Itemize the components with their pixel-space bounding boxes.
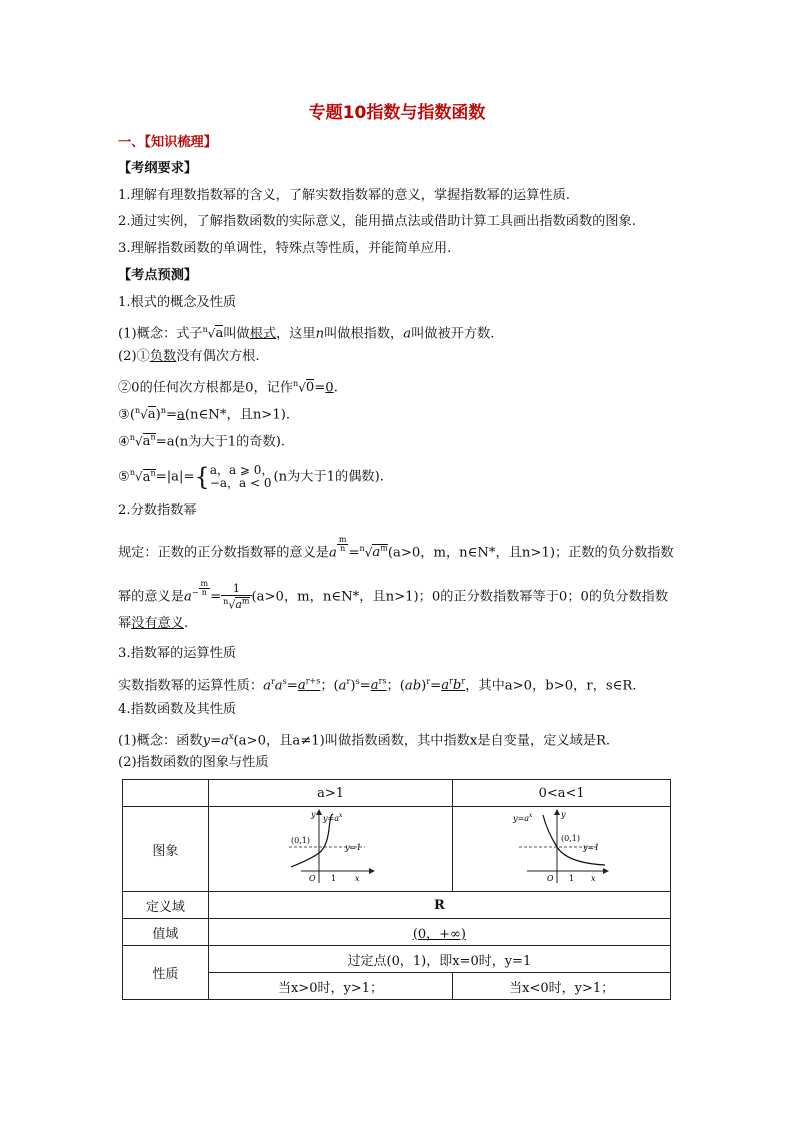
graph-asymptote-label: y=1 xyxy=(582,843,599,852)
text: 叫做根指数， xyxy=(324,326,404,342)
text: = xyxy=(348,545,360,561)
text: (a>0，m，n∈N*，且n>1)；0的正分数指数幂等于0；0的负分数指数 xyxy=(251,589,669,605)
requirement-3: 3.理解指数函数的单调性，特殊点等性质，并能简单应用. xyxy=(118,241,452,256)
text: (n∈N*，且n>1). xyxy=(184,407,291,423)
radical-property-4: $④^n√a^n=a(n$为大于1的奇数). xyxy=(118,433,286,450)
svg-text:x: x xyxy=(338,812,342,819)
text: 幂的意义是 xyxy=(118,589,184,605)
underlined-term: 没有意义 xyxy=(131,616,184,631)
property-a-lt-1: 当x<0时，y>1； xyxy=(453,973,671,1000)
radicand: 0 xyxy=(305,380,315,396)
graph-y-label: y xyxy=(310,810,316,819)
text: . xyxy=(183,616,189,631)
var: a xyxy=(403,326,412,342)
text: . xyxy=(333,380,338,396)
graph-origin-label: O xyxy=(308,874,316,883)
graph-x-label: x xyxy=(354,874,360,883)
graph-decreasing-cell xyxy=(453,807,671,892)
radicand: a xyxy=(147,407,156,423)
exponent-rules: 实数指数幂的运算性质：$a^ra^s=a^{r+s}$；$(a^r)^s=a^{rs}$；$(ab)^r=a^rb^r$，其中a>0，b>0，r，s∈R. xyxy=(118,677,637,694)
graph-fn-label: y=a xyxy=(512,814,529,823)
row-label-graph: 图象 xyxy=(123,807,209,892)
subheading-prediction: 【考点预测】 xyxy=(118,268,198,283)
text: 叫做 xyxy=(223,326,250,342)
radicand: a xyxy=(142,434,151,450)
table-corner xyxy=(123,780,209,807)
underlined-term: 0 xyxy=(325,380,334,396)
graph-increasing-cell xyxy=(208,807,453,892)
point-4-heading: 4.指数函数及其性质 xyxy=(118,702,237,717)
graph-point-label: (0,1) xyxy=(290,836,310,845)
text: ，其中a>0，b>0，r，s∈R. xyxy=(465,678,637,694)
point-1-heading: 1.根式的概念及性质 xyxy=(118,295,237,310)
text: (2)① xyxy=(118,349,150,364)
svg-text:x: x xyxy=(528,812,533,819)
exp-function-graph-heading: (2)指数函数的图象与性质 xyxy=(118,755,269,770)
fraction-numerator: 1 xyxy=(221,583,251,596)
graph-x-label: x xyxy=(590,874,596,883)
radicand: a xyxy=(142,469,151,485)
graph-y-label: y xyxy=(560,810,566,819)
row-label-range: 值域 xyxy=(123,919,209,946)
graph-increasing xyxy=(281,807,381,887)
text: ，这里 xyxy=(276,326,316,342)
fractional-exponent-positive: 规定：正数的正分数指数幂的意义是a $\frac{m}{n}$ $=^n√a^m(a>0$，m，n∈N*，且n>1)；正数的负分数指数 xyxy=(118,535,674,561)
graph-origin-label: O xyxy=(546,874,554,883)
text: 叫做被开方数. xyxy=(411,326,495,342)
text: ⑤ xyxy=(118,469,130,485)
properties-table xyxy=(122,779,671,1000)
radical-concept: (1)概念：式子$^n$√a叫做根式，这里n叫做根指数，a叫做被开方数. xyxy=(118,325,495,342)
radicand: a xyxy=(215,326,224,342)
requirement-1: 1.理解有理数指数幂的含义，了解实数指数幂的意义，掌握指数幂的运算性质. xyxy=(118,188,570,203)
var: n xyxy=(315,326,325,342)
case-2: −a，a < 0 xyxy=(209,476,272,490)
exp-function-concept: (1)概念：函数$y=a^x(a>0$，且a≠1)叫做指数函数，其中指数x是自变量，定义域是R. xyxy=(118,732,611,749)
case-1: a，a ⩾ 0， xyxy=(209,463,274,477)
radical-property-5: $⑤^n√a^n=|a|=${ a，a ⩾ 0， −a，a < 0 (n为大于1的偶数). xyxy=(118,463,384,491)
subheading-requirements: 【考纲要求】 xyxy=(118,161,198,176)
text: (a>0，且a≠1)叫做指数函数，其中指数x是自变量，定义域是R. xyxy=(233,733,611,749)
header-a-gt-1: a>1 xyxy=(208,780,453,807)
text: =|a|= xyxy=(155,469,195,485)
radical-property-1 xyxy=(118,348,260,366)
text: 幂 xyxy=(118,616,132,631)
text: ②0的任何次方根都是0，记作 xyxy=(118,380,294,396)
section-heading: 一、【知识梳理】 xyxy=(118,135,217,150)
range-text: (0，+∞) xyxy=(412,926,466,942)
text: (1)概念：式子 xyxy=(118,326,203,342)
domain-value: R xyxy=(208,892,670,919)
point-2-heading: 2.分数指数幂 xyxy=(118,503,197,518)
graph-fn-label: y=a xyxy=(322,814,339,823)
page-title: 专题10指数与指数函数 xyxy=(308,103,486,123)
text: 实数指数幂的运算性质： xyxy=(118,678,264,694)
text: 规定：正数的正分数指数幂的意义是 xyxy=(118,545,329,561)
graph-decreasing xyxy=(507,807,617,887)
graph-tick-1: 1 xyxy=(330,874,336,883)
text: (n为大于1的偶数). xyxy=(273,469,384,485)
underlined-term: 负数 xyxy=(149,349,177,364)
text: = xyxy=(314,380,326,396)
text: 没有偶次方根. xyxy=(176,349,260,364)
radical-property-3: $③(^n√a)^n=a(n\in N*$，且n>1). xyxy=(118,406,291,423)
text: ③( xyxy=(118,407,135,423)
property-a-gt-1: 当x>0时，y>1； xyxy=(208,973,453,1000)
row-label-properties: 性质 xyxy=(123,946,209,1000)
text: ) xyxy=(155,407,161,423)
underlined-term: a xyxy=(177,407,185,423)
row-label-domain: 定义域 xyxy=(123,892,209,919)
range-value xyxy=(208,919,670,946)
fractional-exponent-negative: 幂的意义是a− $\frac{m}{n}$ = $\frac{1}{^n√a^m}$ (a>0，m，n∈N*，且n>1)；0的正分数指数幂等于0；0的负分数指数 xyxy=(118,579,669,612)
text: (1)概念：函数 xyxy=(118,733,203,749)
text: ④ xyxy=(118,434,130,450)
requirement-2: 2.通过实例，了解指数函数的实际意义，能用描点法或借助计算工具画出指数函数的图象. xyxy=(118,214,636,229)
graph-asymptote-label: y=1 xyxy=(344,843,361,852)
property-common: 过定点(0，1)，即x=0时，y=1 xyxy=(208,946,670,973)
graph-point-label: (0,1) xyxy=(560,834,580,843)
text: = xyxy=(165,407,178,423)
header-a-lt-1: 0<a<1 xyxy=(453,780,671,807)
underlined-term: 根式 xyxy=(249,326,277,342)
zero-negative-exponent xyxy=(118,615,188,633)
text: =a(n为大于1的奇数). xyxy=(155,434,286,450)
text: (a>0，m，n∈N*，且n>1)；正数的负分数指数 xyxy=(387,545,674,561)
radical-property-2: ②0的任何次方根都是0，记作$^n$√0=0. xyxy=(118,379,338,396)
graph-tick-1: 1 xyxy=(568,874,574,883)
point-3-heading: 3.指数幂的运算性质 xyxy=(118,646,237,661)
